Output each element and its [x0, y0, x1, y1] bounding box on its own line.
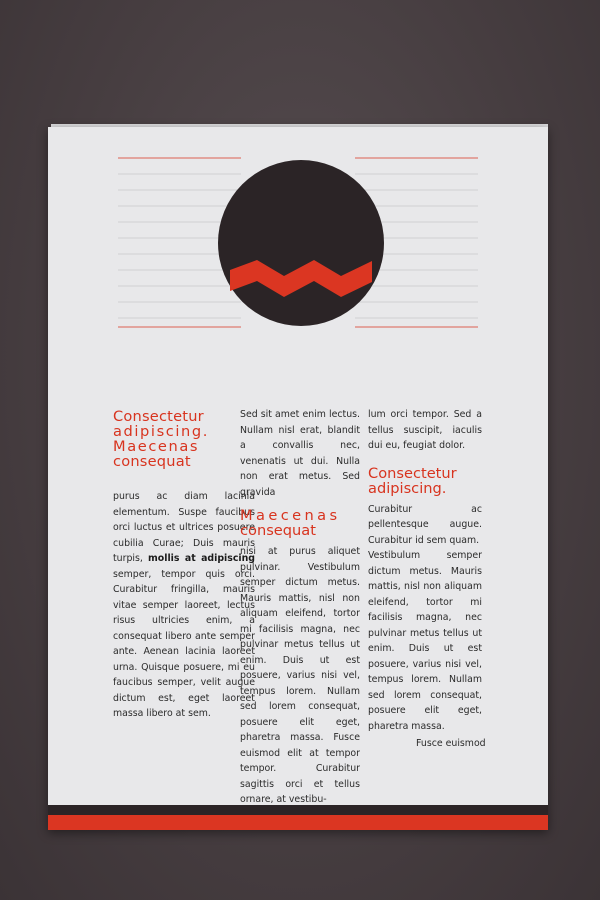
column-3-intro: lum orci tempor. Sed a tellus suscipit, iaculis dui eu, feugiat dolor. [368, 409, 482, 451]
heading-line: consequat [113, 453, 191, 470]
footer-signature-text: Fusce euismod [416, 738, 486, 749]
heading-line: Consectetur [113, 408, 204, 425]
column-1-heading [113, 409, 255, 469]
body-text: purus ac diam lacinia elementum. Suspe faucibus orci luctus et ultrices posuere cubilia Curae; Duis mauris turpis, [113, 491, 255, 564]
heading-line: Consectetur [368, 464, 457, 482]
logo-circle [218, 160, 384, 326]
column-1 [113, 409, 255, 722]
heading-line: adipiscing. [368, 479, 447, 497]
column-1-body [113, 489, 255, 722]
heading-line: consequat [240, 522, 316, 539]
column-3-body: Vestibulum semper dictum metus. Mauris mattis, nisl non aliquam eleifend, tortor mi facilisis magna, nec pulvinar metus tellus ut enim. Duis ut est posuere, varius nisi vel, tempus lorem. Nullam sed lorem consequat, posuere elit eget, pharetra massa. [368, 550, 482, 732]
column-2-heading [240, 508, 360, 538]
body-bold-text: mollis at adipiscing [148, 553, 255, 564]
column-3-body: Curabitur ac pellentesque augue. Curabitur id sem quam. [368, 503, 482, 546]
column-2 [240, 407, 360, 808]
footer-band-red [48, 815, 548, 830]
footer-band-dark [48, 805, 548, 815]
column-2-body: nisi at purus aliquet pulvinar. Vestibulum semper dictum metus. Mauris mattis, nisl non aliquam eleifend, tortor mi facilisis magna, nec pulvinar metus tellus ut enim. Duis ut est posuere, varius nisi vel, tempus lorem. Nullam sed lorem consequat, posuere elit eget, pharetra massa. Fusce euismod elit at tempor tempor. Curabitur sagittis orci et tellus ornare, at vestibu- [240, 546, 360, 805]
column-2-intro: Sed sit amet enim lectus. Nullam nisl erat, blandit a convallis nec, venenatis ut dui. Nulla non erat metus. Sed gravida [240, 409, 360, 498]
column-3 [368, 407, 482, 734]
body-text: semper, tempor quis orci. Curabitur fringilla, mauris vitae semper laoreet, lectus risus ultricies enim, a consequat libero ante semper ante. Aenean lacinia laoreet urna. Quisque posuere, mi eu faucibus semper, velit augue dictum est, eget laoreet massa libero at sem. [113, 568, 255, 719]
document-page [48, 127, 548, 830]
heading-line: Maecenas [113, 438, 200, 455]
column-3-heading [368, 466, 482, 496]
zigzag-circle-logo [218, 160, 384, 326]
heading-line: Maecenas [240, 507, 341, 524]
heading-line: adipiscing. [113, 423, 210, 440]
